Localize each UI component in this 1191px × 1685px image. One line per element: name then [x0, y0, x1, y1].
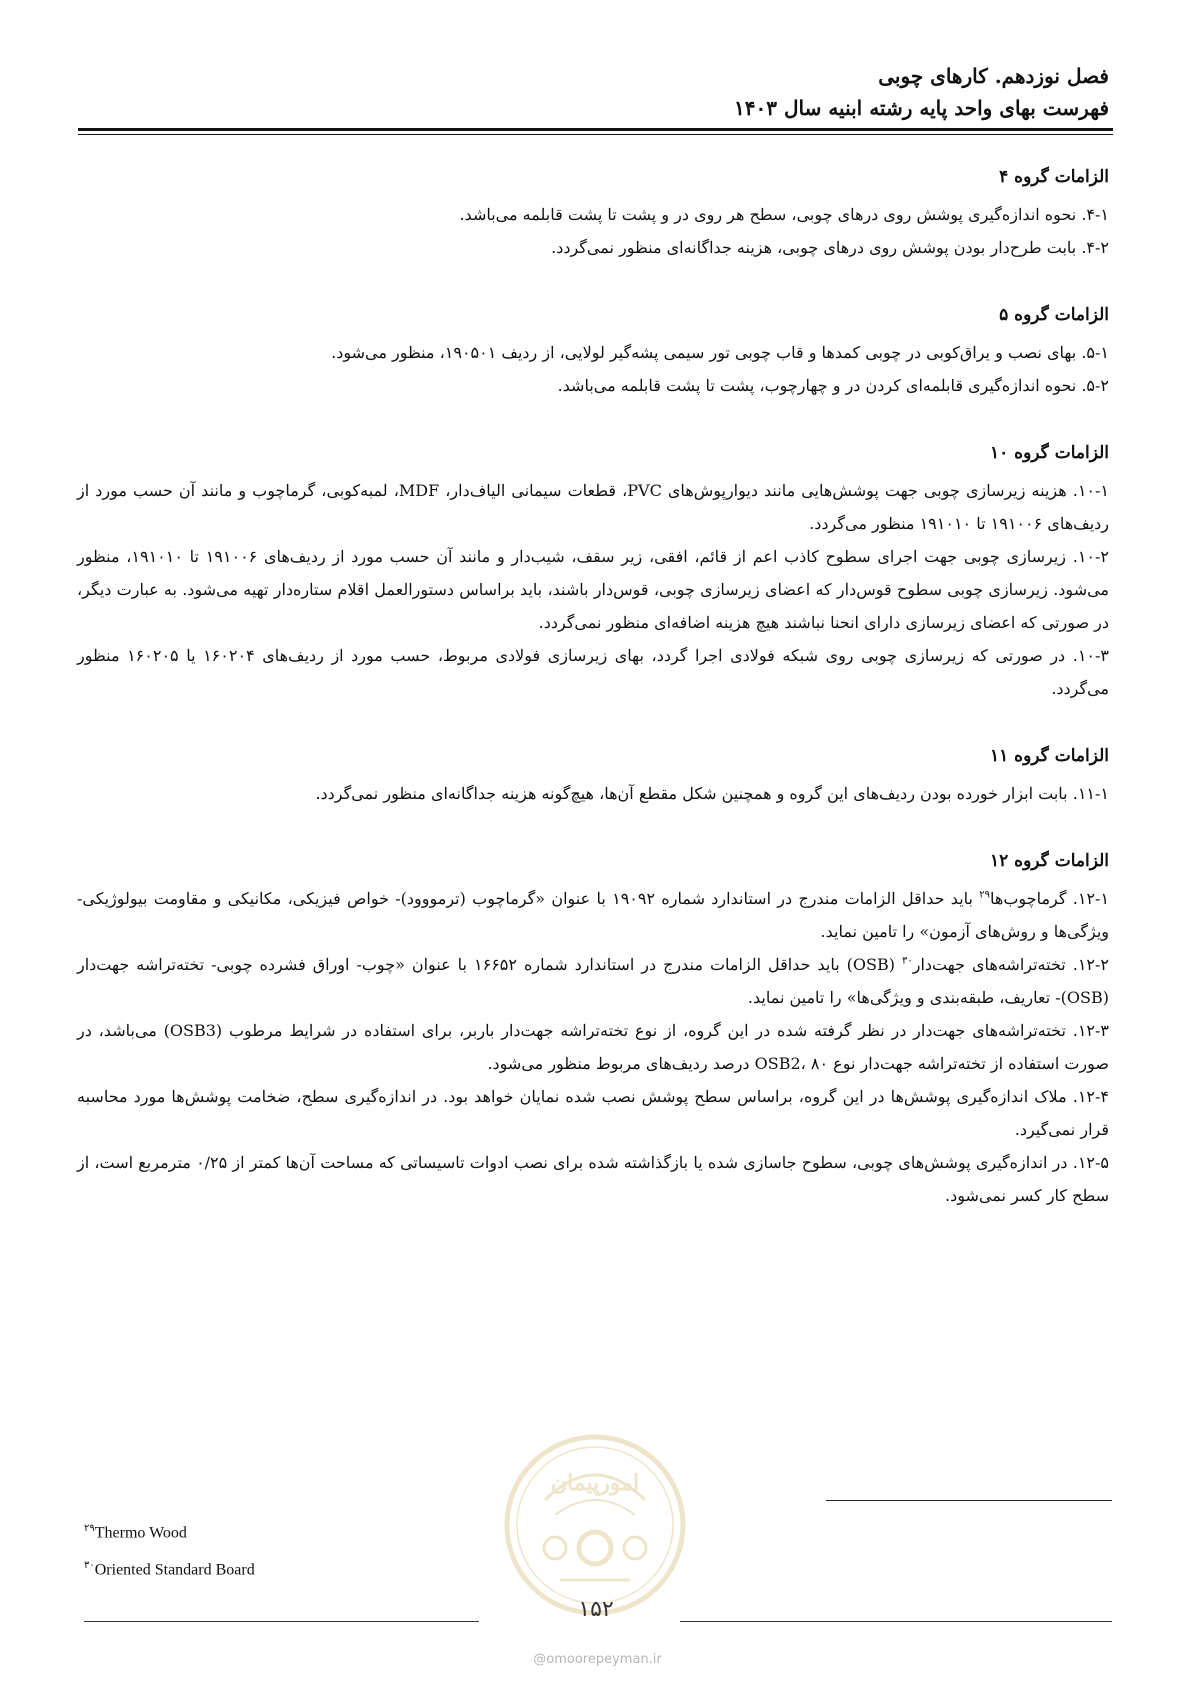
- requirement-paragraph: ۱۲-۳. تخته‌تراشه‌های جهت‌دار در نظر گرفته شده در این گروه، از نوع تخته‌تراشه جهت‌دار باربر، برای استفاده در شرایط مرطوب (OSB3) می‌باشد، در صورت استفاده از تخته‌تراشه جهت‌دار نوع OSB2، ۸۰ درصد ردیف‌های مربوط منظور می‌شود.: [77, 1021, 1110, 1073]
- requirement-paragraph: ۱۲-۱. گرماچوب‌ها$^{۲۹}$ باید حداقل الزامات مندرج در استاندارد شماره ۱۹۰۹۲ با عنوان «گرماچوب (ترمووود)- خواص فیزیکی، مکانیکی و مقاومت بیولوژیکی- ویژگی‌ها و روش‌های آزمون» را تامین نماید.: [77, 889, 1110, 941]
- requirement-paragraph: ۵-۲. نحوه اندازه‌گیری قابلمه‌ای کردن در و چهارچوب، پشت تا پشت قابلمه می‌باشد.: [557, 376, 1109, 395]
- requirement-paragraph: ۱۲-۴. ملاک اندازه‌گیری پوشش‌ها در این گروه، براساس سطح پوشش نصب شده نمایان خواهد بود. در اندازه‌گیری سطح، ضخامت پوشش‌ها مورد محاسبه قرار نمی‌گیرد.: [77, 1087, 1109, 1139]
- requirement-paragraph: ۱۰-۳. در صورتی که زیرسازی چوبی روی شبکه فولادی اجرا گردد، بهای زیرسازی فولادی مربوط، حسب مورد از ردیف‌های ۱۶۰۲۰۴ یا ۱۶۰۲۰۵ منظور می‌گردد.: [77, 646, 1110, 698]
- section-title: الزامات گروه ۱۲: [990, 851, 1109, 871]
- footnote-number: ۲۹: [84, 1523, 95, 1534]
- requirement-paragraph: ۴-۲. بابت طرح‌دار بودن پوشش روی درهای چوبی، هزینه جداگانه‌ای منظور نمی‌گردد.: [551, 238, 1109, 257]
- footnotes: [84, 1512, 255, 1587]
- requirements-section: [77, 739, 1109, 810]
- footnote-text: Oriented Standard Board: [94, 1561, 255, 1579]
- page-header: [77, 60, 1109, 124]
- section-title: الزامات گروه ۵: [999, 305, 1109, 325]
- requirement-paragraph: ۱۰-۱. هزینه زیرسازی چوبی جهت پوشش‌هایی مانند دیوارپوش‌های PVC، قطعات سیمانی الیاف‌دار، MDF، لمبه‌کوبی، گرماچوب و مانند آن حسب مورد از ردیف‌های ۱۹۱۰۰۶ تا ۱۹۱۰۱۰ منظور می‌گردد.: [77, 481, 1109, 533]
- requirements-section: [77, 160, 1109, 264]
- section-title: الزامات گروه ۱۱: [990, 746, 1109, 766]
- price-list-title: فهرست بهای واحد پایه رشته ابنیه سال ۱۴۰۳: [734, 96, 1109, 120]
- requirements-section: [77, 844, 1109, 1212]
- requirement-paragraph: ۱۲-۵. در اندازه‌گیری پوشش‌های چوبی، سطوح جاسازی شده یا بازگذاشته شده برای نصب ادوات تاسیساتی که مساحت آن‌ها کمتر از ۰/۲۵ مترمربع است، از سطح کار کسر نمی‌شود.: [77, 1153, 1109, 1205]
- page-number: ۱۵۲: [578, 1597, 614, 1622]
- section-title: الزامات گروه ۱۰: [990, 443, 1109, 463]
- header-rule-thin: [78, 134, 1113, 135]
- watermark-logo-text: امورپیمان: [550, 1470, 640, 1496]
- requirement-paragraph: ۱۰-۲. زیرسازی چوبی جهت اجرای سطوح کاذب اعم از قائم، افقی، زیر سقف، شیب‌دار و مانند آن حسب مورد از ردیف‌های ۱۹۱۰۰۶ تا ۱۹۱۰۱۰، منظور می‌شود. زیرسازی چوبی سطوح قوس‌دار که اعضای زیرسازی چوبی، قوس‌دار باشند، باید براساس دستورالعمل اقلام ستاره‌دار تهیه می‌شود. به عبارت دیگر، در صورتی که اعضای زیرسازی دارای انحنا نباشند هیچ هزینه اضافه‌ای منظور نمی‌گردد.: [77, 547, 1110, 632]
- watermark-url: @omoorepeyman.ir: [533, 1652, 662, 1667]
- requirement-paragraph: ۵-۱. بهای نصب و یراق‌کوبی در چوبی کمدها و قاب چوبی تور سیمی پشه‌گیر لولایی، از ردیف ۱۹۰۵۰۱، منظور می‌شود.: [331, 343, 1109, 362]
- requirements-section: [77, 436, 1109, 705]
- footer-rule-right: [680, 1621, 1112, 1622]
- footnote-text: Thermo Wood: [94, 1524, 187, 1542]
- footer-rule-left: [84, 1621, 479, 1622]
- footnote-reference: ۲۹: [979, 889, 991, 901]
- requirement-paragraph: ۱۱-۱. بابت ابزار خورده بودن ردیف‌های این گروه و همچنین شکل مقطع آن‌ها، هیچ‌گونه هزینه جداگانه‌ای منظور نمی‌گردد.: [315, 784, 1109, 803]
- requirement-paragraph: ۴-۱. نحوه اندازه‌گیری پوشش روی درهای چوبی، سطح هر روی در و پشت تا پشت قابلمه می‌باشد.: [459, 205, 1109, 224]
- requirements-section: [77, 298, 1109, 402]
- chapter-title: فصل نوزدهم. کارهای چوبی: [878, 64, 1109, 88]
- footnote-separator: [826, 1500, 1112, 1501]
- footnote-reference: ۳۰: [902, 955, 913, 967]
- requirement-paragraph: ۱۲-۲. تخته‌تراشه‌های جهت‌دار$^{۳۰}$ (OSB) باید حداقل الزامات مندرج در استاندارد شماره ۱۶۶۵۲ با عنوان «چوب- اوراق فشرده چوبی- تخته‌تراشه جهت‌دار (OSB)- تعاریف، طبقه‌بندی و ویژگی‌ها» را تامین نماید.: [77, 955, 1110, 1007]
- section-title: الزامات گروه ۴: [999, 167, 1109, 187]
- main-content: [77, 160, 1109, 1246]
- footnote-number: ۳۰: [84, 1560, 95, 1572]
- footnote-item: [84, 1512, 255, 1549]
- watermark-logo: [500, 1430, 690, 1620]
- header-rule-thick: [78, 128, 1113, 131]
- footnote-item: [84, 1549, 255, 1586]
